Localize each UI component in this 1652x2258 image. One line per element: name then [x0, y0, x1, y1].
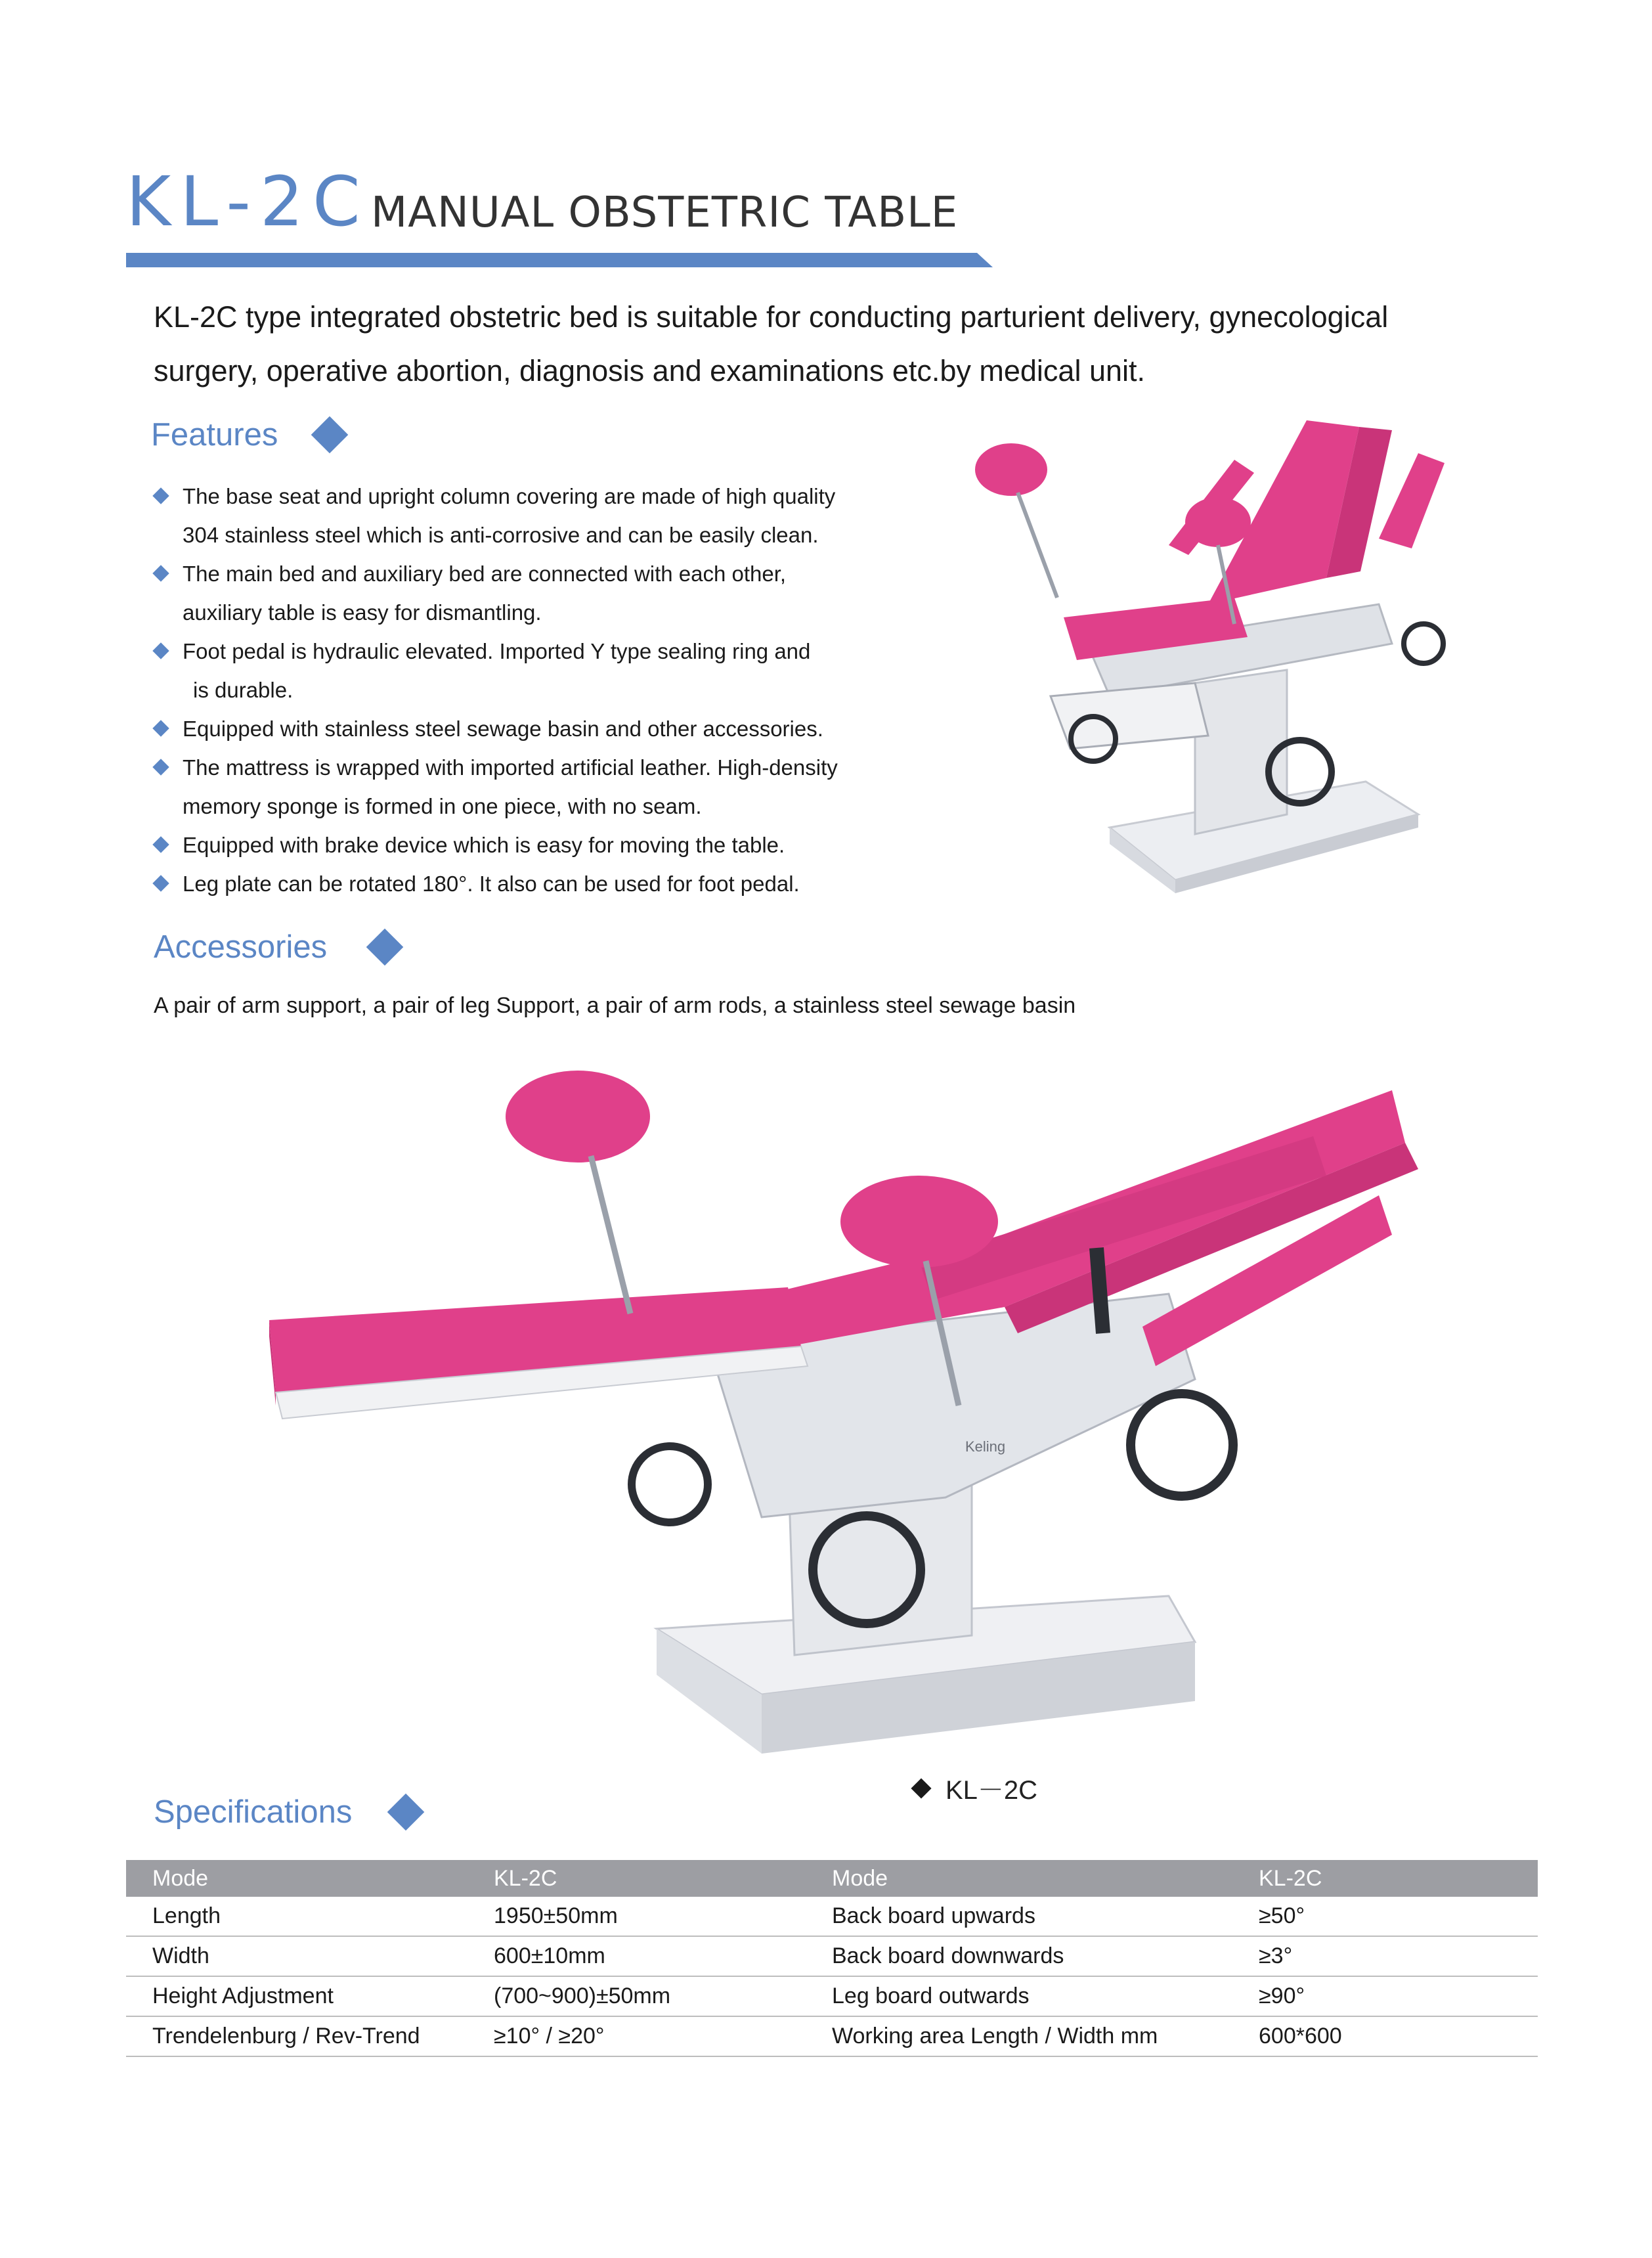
accessories-diamond-icon	[366, 929, 404, 966]
model-title: KL-2C	[126, 162, 370, 242]
table-cell: Back board upwards	[806, 1897, 1232, 1936]
diamond-bullet-icon	[152, 759, 169, 775]
header-cell: KL-2C	[467, 1860, 806, 1897]
features-diamond-icon	[311, 416, 349, 454]
specifications-diamond-icon	[387, 1794, 425, 1831]
table-cell: ≥10° / ≥20°	[467, 2016, 806, 2056]
features-list	[154, 477, 928, 903]
obstetric-table-photo-large	[263, 1038, 1418, 1786]
logo-text: Keling	[965, 1438, 1006, 1455]
product-name: MANUAL OBSTETRIC TABLE	[371, 188, 959, 237]
list-item: Foot pedal is hydraulic elevated. Imported Y type sealing ring and is durable.	[154, 632, 928, 709]
table-cell: ≥90°	[1232, 1976, 1538, 2016]
diamond-bullet-icon	[152, 875, 169, 891]
list-item: The mattress is wrapped with imported artificial leather. High-density memory sponge is formed in one piece, with no seam.	[154, 748, 928, 826]
table-cell: (700~900)±50mm	[467, 1976, 806, 2016]
accessories-text: A pair of arm support, a pair of leg Support, a pair of arm rods, a stainless steel sewage basin	[154, 993, 1076, 1018]
table-cell: Leg board outwards	[806, 1976, 1232, 2016]
table-cell: Height Adjustment	[126, 1976, 467, 2016]
table-cell: ≥3°	[1232, 1936, 1538, 1976]
diamond-bullet-icon	[152, 720, 169, 736]
diamond-bullet-icon	[152, 565, 169, 581]
specifications-heading: Specifications	[154, 1794, 353, 1830]
list-item: Leg plate can be rotated 180°. It also can be used for foot pedal.	[154, 864, 928, 903]
caption-diamond-icon	[911, 1778, 931, 1798]
table-row	[126, 1897, 1538, 1936]
table-cell: ≥50°	[1232, 1897, 1538, 1936]
table-cell: Trendelenburg / Rev-Trend	[126, 2016, 467, 2056]
title-rule	[126, 253, 993, 267]
list-item: Equipped with brake device which is easy for moving the table.	[154, 826, 928, 864]
accessories-heading: Accessories	[154, 929, 328, 965]
header-cell: Mode	[806, 1860, 1232, 1897]
table-row	[126, 1976, 1538, 2016]
list-item: Equipped with stainless steel sewage basin and other accessories.	[154, 709, 928, 748]
diamond-bullet-icon	[152, 642, 169, 659]
table-cell: 600±10mm	[467, 1936, 806, 1976]
features-heading: Features	[151, 417, 278, 453]
table-header-row	[126, 1860, 1538, 1897]
list-item: The main bed and auxiliary bed are connected with each other, auxiliary table is easy for dismantling.	[154, 554, 928, 632]
table-cell: Working area Length / Width mm	[806, 2016, 1232, 2056]
header-cell: KL-2C	[1232, 1860, 1538, 1897]
table-cell: 600*600	[1232, 2016, 1538, 2056]
intro-paragraph	[154, 290, 1532, 398]
table-cell: Width	[126, 1936, 467, 1976]
table-cell: Back board downwards	[806, 1936, 1232, 1976]
image-caption	[914, 1769, 1037, 1807]
diamond-bullet-icon	[152, 836, 169, 852]
obstetric-table-photo-small	[959, 407, 1497, 933]
intro-line-1: KL-2C type integrated obstetric bed is suitable for conducting parturient delivery, gynecological	[154, 300, 1389, 334]
table-row	[126, 2016, 1538, 2056]
diamond-bullet-icon	[152, 487, 169, 504]
specifications-table	[126, 1860, 1538, 2057]
table-row	[126, 1936, 1538, 1976]
caption-text: KL－2C	[946, 1776, 1038, 1805]
table-cell: Length	[126, 1897, 467, 1936]
list-item: The base seat and upright column covering are made of high quality 304 stainless steel which is anti-corrosive and can be easily clean.	[154, 477, 928, 554]
header-cell: Mode	[126, 1860, 467, 1897]
table-cell: 1950±50mm	[467, 1897, 806, 1936]
intro-line-2: surgery, operative abortion, diagnosis and examinations etc.by medical unit.	[154, 354, 1146, 387]
